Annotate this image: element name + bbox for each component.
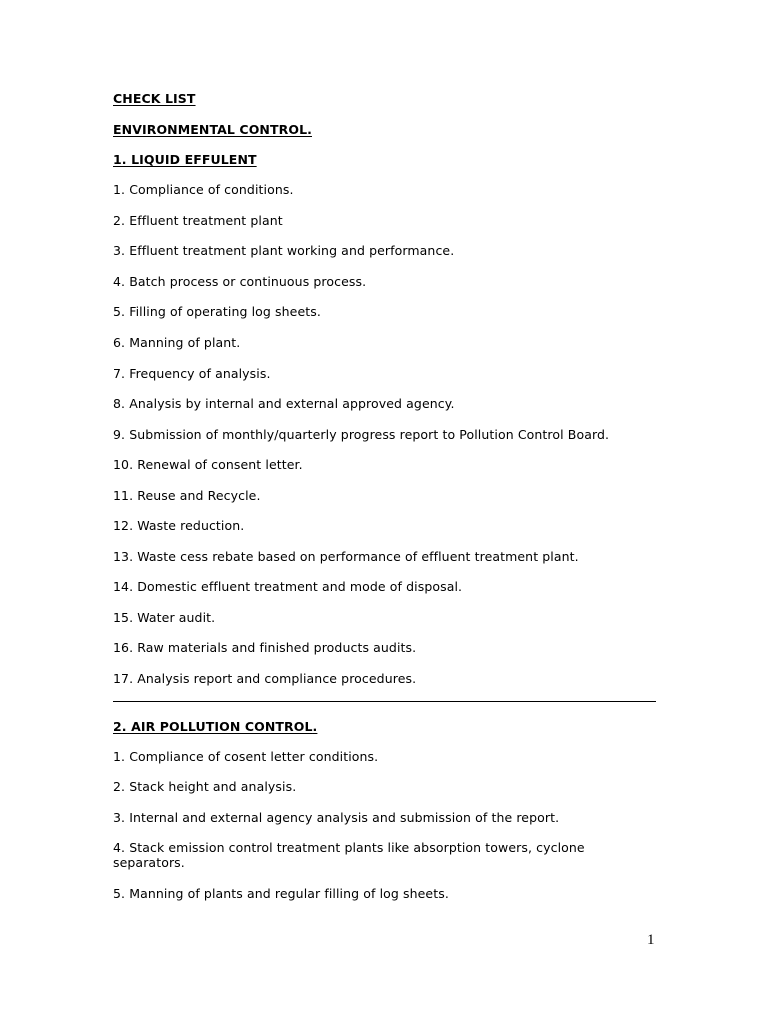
document-subtitle: ENVIRONMENTAL CONTROL. (113, 122, 312, 137)
list-item: 14. Domestic effluent treatment and mode of disposal. (113, 579, 463, 594)
list-item: 8. Analysis by internal and external approved agency. (113, 396, 455, 411)
list-item: 12. Waste reduction. (113, 518, 245, 533)
list-item: 7. Frequency of analysis. (113, 366, 271, 381)
list-item: 4. Stack emission control treatment plants like absorption towers, cyclone separators. (113, 840, 585, 870)
document-title: CHECK LIST (113, 91, 196, 106)
list-item: 5. Filling of operating log sheets. (113, 304, 321, 319)
list-item: 15. Water audit. (113, 610, 216, 625)
list-item: 11. Reuse and Recycle. (113, 488, 261, 503)
list-item: 1. Compliance of cosent letter conditions. (113, 749, 379, 764)
section-heading-text: 2. AIR POLLUTION CONTROL (113, 719, 313, 734)
list-item: 4. Batch process or continuous process. (113, 274, 367, 289)
list-item: 5. Manning of plants and regular filling of log sheets. (113, 886, 449, 901)
list-item: 6. Manning of plant. (113, 335, 241, 350)
list-item: 13. Waste cess rebate based on performance of effluent treatment plant. (113, 549, 579, 564)
list-item: 2. Effluent treatment plant (113, 213, 283, 228)
list-item: 2. Stack height and analysis. (113, 779, 297, 794)
list-item: 17. Analysis report and compliance procedures. (113, 671, 417, 686)
list-item: 1. Compliance of conditions. (113, 182, 294, 197)
list-item: 3. Internal and external agency analysis and submission of the report. (113, 810, 560, 825)
list-item: 10. Renewal of consent letter. (113, 457, 303, 472)
list-item: 9. Submission of monthly/quarterly progress report to Pollution Control Board. (113, 427, 610, 442)
section-heading-suffix: . (312, 719, 318, 734)
section-heading-liquid-effluent: 1. LIQUID EFFULENT (113, 152, 257, 167)
section-heading-air-pollution-control (113, 719, 317, 734)
page-number: 1 (647, 932, 655, 948)
section-divider (113, 701, 656, 702)
list-item: 3. Effluent treatment plant working and performance. (113, 243, 455, 258)
list-item: 16. Raw materials and finished products audits. (113, 640, 417, 655)
